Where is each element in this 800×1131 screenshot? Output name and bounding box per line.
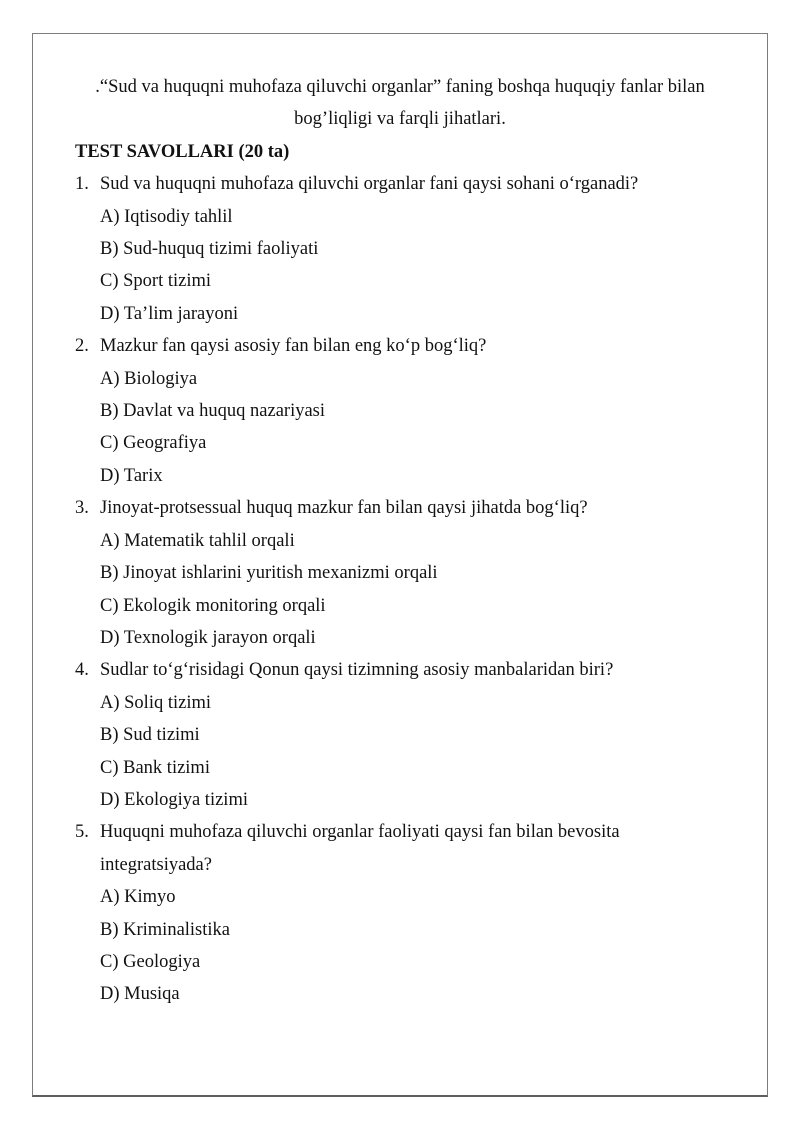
answer-option-c: C) Geografiya bbox=[100, 433, 207, 454]
answer-option-a: A) Soliq tizimi bbox=[100, 692, 211, 713]
section-heading: TEST SAVOLLARI (20 ta) bbox=[75, 141, 290, 162]
answer-option-c: C) Sport tizimi bbox=[100, 271, 211, 292]
question-5-row bbox=[75, 816, 725, 881]
answer-option-d: D) Musiqa bbox=[100, 984, 180, 1005]
question-3 bbox=[75, 492, 725, 654]
answer-option-b: B) Kriminalistika bbox=[100, 919, 230, 940]
question-text: Huquqni muhofaza qiluvchi organlar faoliyati qaysi fan bilan bevosita integratsiyada? bbox=[100, 822, 620, 875]
answer-option-b: B) Sud-huquq tizimi faoliyati bbox=[100, 239, 319, 260]
question-number: 1. bbox=[75, 174, 89, 195]
answer-option-b: B) Davlat va huquq nazariyasi bbox=[100, 401, 326, 422]
question-text: Sud va huquqni muhofaza qiluvchi organlar fani qaysi sohani oʻrganadi? bbox=[100, 174, 639, 195]
question-text: Mazkur fan qaysi asosiy fan bilan eng koʻp bogʻliq? bbox=[100, 336, 487, 357]
question-2 bbox=[75, 330, 725, 492]
question-2-row bbox=[75, 330, 725, 362]
answer-option-d: D) Texnologik jarayon orqali bbox=[100, 627, 316, 648]
answer-option-c: C) Bank tizimi bbox=[100, 757, 210, 778]
answer-option-a: A) Biologiya bbox=[100, 368, 198, 389]
question-number: 2. bbox=[75, 336, 89, 357]
question-5 bbox=[75, 816, 725, 1010]
answer-option-c: C) Ekologik monitoring orqali bbox=[100, 595, 326, 616]
answer-option-b: B) Jinoyat ishlarini yuritish mexanizmi orqali bbox=[100, 563, 438, 584]
question-1 bbox=[75, 168, 725, 330]
question-4-row bbox=[75, 654, 725, 686]
answer-option-d: D) Ekologiya tizimi bbox=[100, 789, 248, 810]
answer-option-a: A) Iqtisodiy tahlil bbox=[100, 206, 233, 227]
answer-option-d: D) Tarix bbox=[100, 465, 163, 486]
question-text: Sudlar toʻgʻrisidagi Qonun qaysi tizimning asosiy manbalaridan biri? bbox=[100, 660, 614, 681]
question-number: 3. bbox=[75, 498, 89, 519]
document-title-line-2: bog’liqligi va farqli jihatlari. bbox=[294, 109, 506, 130]
question-3-row bbox=[75, 492, 725, 524]
answer-option-a: A) Matematik tahlil orqali bbox=[100, 530, 295, 551]
question-number: 4. bbox=[75, 660, 89, 681]
question-1-row bbox=[75, 168, 725, 200]
answer-option-d: D) Ta’lim jarayoni bbox=[100, 303, 239, 324]
answer-option-c: C) Geologiya bbox=[100, 951, 201, 972]
document-title-line-1: .“Sud va huquqni muhofaza qiluvchi organlar” faning boshqa huquqiy fanlar bilan bbox=[95, 77, 705, 97]
question-number: 5. bbox=[75, 822, 89, 843]
document-body bbox=[75, 71, 725, 1011]
question-4 bbox=[75, 654, 725, 816]
answer-option-a: A) Kimyo bbox=[100, 887, 176, 908]
document-page bbox=[32, 33, 768, 1097]
answer-option-b: B) Sud tizimi bbox=[100, 725, 200, 746]
question-text: Jinoyat-protsessual huquq mazkur fan bilan qaysi jihatda bogʻliq? bbox=[100, 498, 588, 519]
